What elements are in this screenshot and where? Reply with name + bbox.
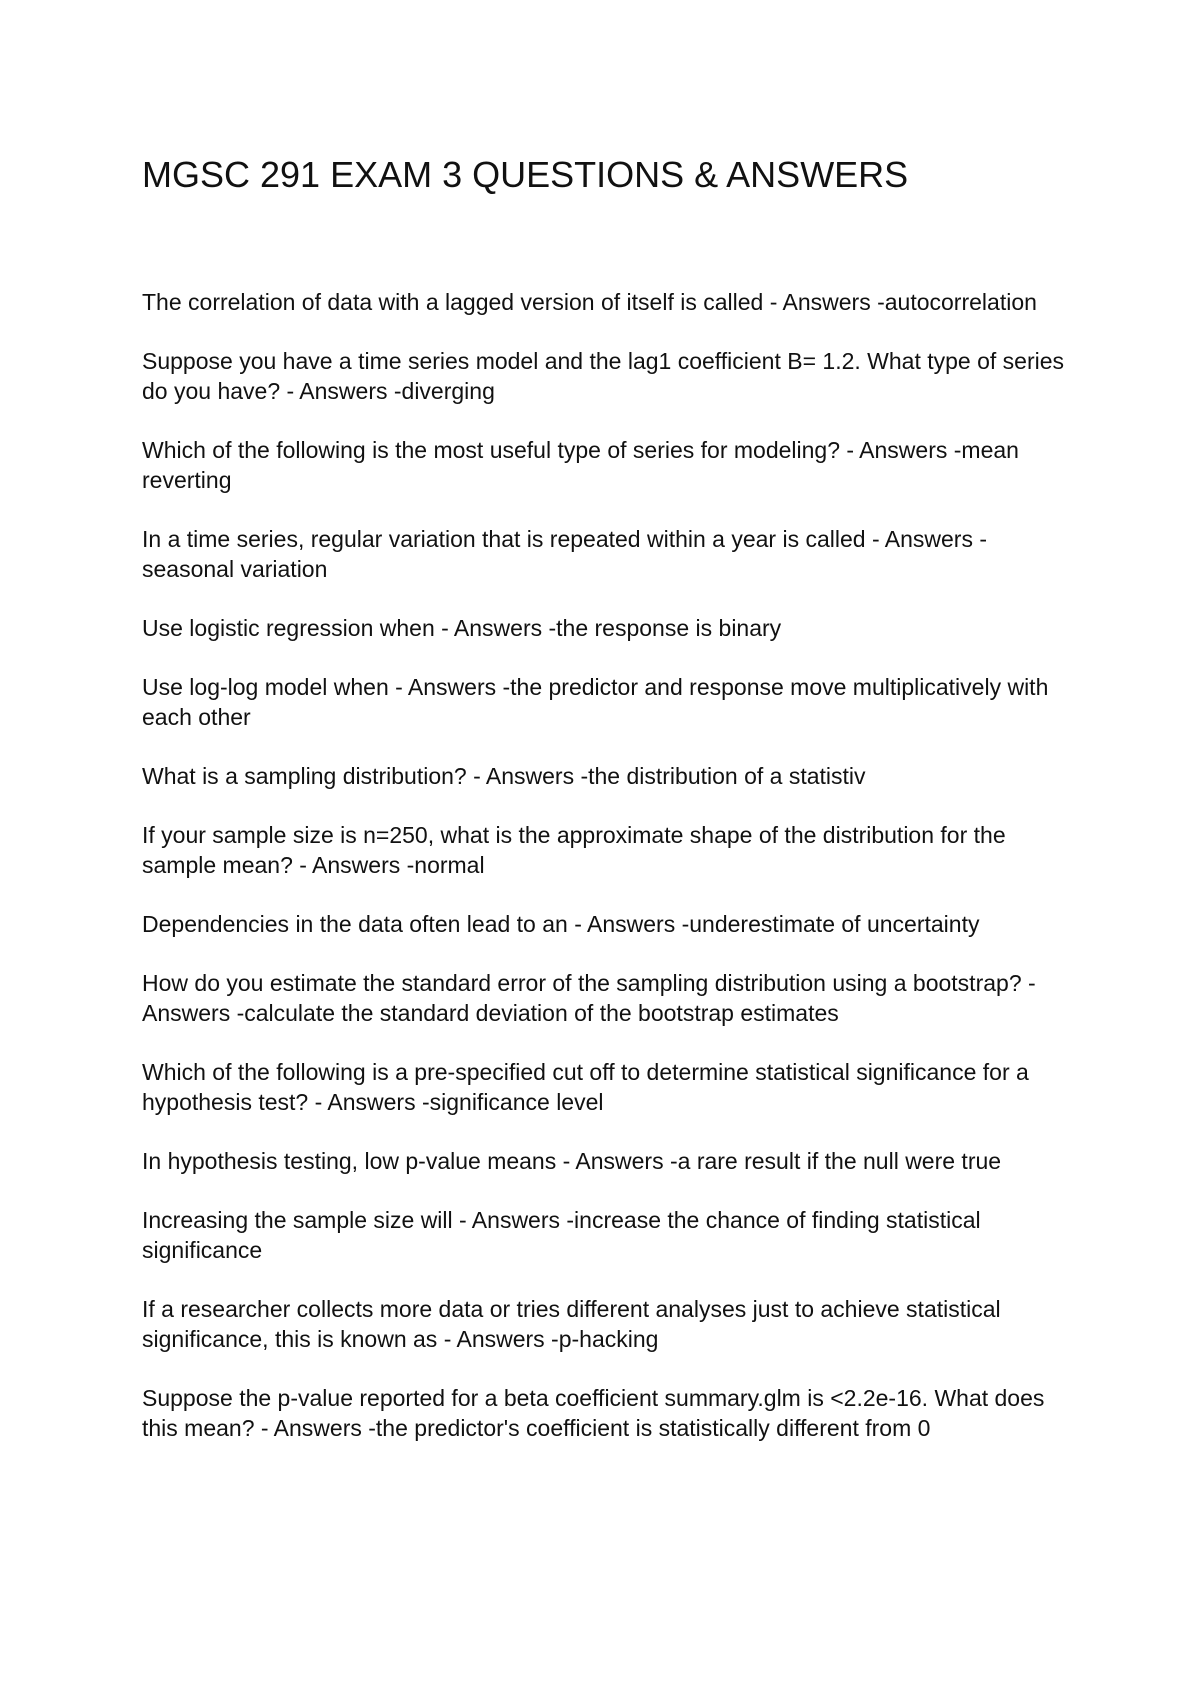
qa-item: The correlation of data with a lagged version of itself is called - Answers -autocorrelation bbox=[142, 289, 1037, 315]
qa-item: What is a sampling distribution? - Answers -the distribution of a statistiv bbox=[142, 763, 866, 789]
qa-item: Dependencies in the data often lead to an - Answers -underestimate of uncertainty bbox=[142, 911, 980, 937]
qa-item: Suppose the p-value reported for a beta coefficient summary.glm is <2.2e-16. What does this mean? - Answers -the predictor's coefficient is statistically different from 0 bbox=[142, 1385, 1045, 1441]
qa-list bbox=[142, 287, 1070, 1472]
qa-item: If your sample size is n=250, what is the approximate shape of the distribution for the sample mean? - Answers -normal bbox=[142, 822, 1006, 878]
qa-item: Which of the following is the most useful type of series for modeling? - Answers -mean reverting bbox=[142, 437, 1019, 493]
qa-item: Increasing the sample size will - Answers -increase the chance of finding statistical significance bbox=[142, 1207, 981, 1263]
qa-item: In a time series, regular variation that is repeated within a year is called - Answers -seasonal variation bbox=[142, 526, 987, 582]
document-title: MGSC 291 EXAM 3 QUESTIONS & ANSWERS bbox=[142, 154, 909, 195]
qa-item: Use log-log model when - Answers -the predictor and response move multiplicatively with each other bbox=[142, 674, 1049, 730]
qa-item: If a researcher collects more data or tries different analyses just to achieve statistical significance, this is known as - Answers -p-hacking bbox=[142, 1296, 1001, 1352]
qa-item: In hypothesis testing, low p-value means - Answers -a rare result if the null were true bbox=[142, 1148, 1002, 1174]
qa-item: Use logistic regression when - Answers -the response is binary bbox=[142, 615, 782, 641]
qa-item: Suppose you have a time series model and the lag1 coefficient B= 1.2. What type of series do you have? - Answers -diverging bbox=[142, 348, 1065, 404]
qa-item: How do you estimate the standard error of the sampling distribution using a bootstrap? - Answers -calculate the standard deviation of the bootstrap estimates bbox=[142, 970, 1036, 1026]
qa-item: Which of the following is a pre-specified cut off to determine statistical significance for a hypothesis test? - Answers -significance level bbox=[142, 1059, 1029, 1115]
